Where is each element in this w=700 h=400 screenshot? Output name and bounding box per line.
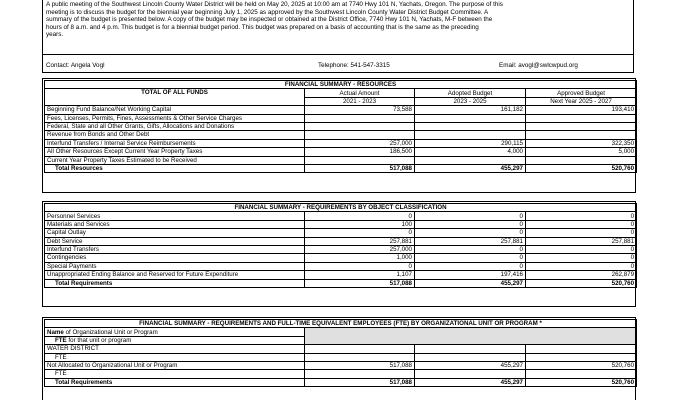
- table-row: FTE: [45, 353, 637, 361]
- contact-row: [42, 55, 634, 73]
- notice-line-1: A public meeting of the Southwest Lincoln County Water District will be held on May 20, 2025 at 10:00 am at 7740 Hwy 101 N, Yachats, Oregon. The purpose of this: [46, 1, 503, 8]
- resources-header-label: TOTAL OF ALL FUNDS: [45, 89, 305, 106]
- table-row: Beginning Fund Balance/Net Working Capital 73,588 161,182 193,410: [45, 106, 637, 114]
- table-row: Personnel Services 0 0 0: [45, 212, 637, 220]
- resources-col1-line1: Actual Amount: [305, 89, 415, 97]
- table-row: Federal, State and all Other Grants, Gifts, Allocations and Donations: [45, 122, 637, 130]
- requirements-title: FINANCIAL SUMMARY - REQUIREMENTS BY OBJECT CLASSIFICATION: [45, 204, 637, 212]
- notice-line-5: years.: [46, 31, 64, 39]
- fte-title: FINANCIAL SUMMARY - REQUIREMENTS AND FULL-TIME EQUIVALENT EMPLOYEES (FTE) BY ORGANIZATIONAL UNIT OR PROGRAM *: [45, 320, 637, 328]
- table-row: All Other Resources Except Current Year Property Taxes 186,500 4,000 5,000: [45, 148, 637, 156]
- table-row: Materials and Services 100 0 0: [45, 220, 637, 228]
- total-requirements-row: Total Requirements 517,088 455,297 520,760: [45, 279, 637, 287]
- notice-line-3: summary of the budget is presented below. A copy of the budget may be inspected or obtained at the District Office, 7740 Hwy 101 N, Yachats, M-F between the: [46, 16, 493, 24]
- resources-frame: [42, 78, 636, 193]
- table-row: Fees, Licenses, Permits, Fines, Assessments & Other Service Charges: [45, 114, 637, 122]
- table-row: Contingencies 1,000 0 0: [45, 254, 637, 262]
- table-row: Special Payments 0 0 0: [45, 262, 637, 270]
- total-resources-row: Total Resources 517,088 455,297 520,760: [45, 164, 637, 172]
- table-row: Revenue from Bonds and Other Debt: [45, 131, 637, 139]
- resources-col3-line2: Next Year 2025 - 2027: [526, 97, 637, 105]
- table-row: Capital Outlay 0 0 0: [45, 229, 637, 237]
- table-row: Current Year Property Taxes Estimated to be Received: [45, 156, 637, 164]
- resources-title: FINANCIAL SUMMARY - RESOURCES: [45, 81, 637, 89]
- resources-col2-line2: 2023 - 2025: [415, 97, 526, 105]
- resources-col3-line1: Approved Budget: [526, 89, 637, 97]
- meeting-notice-box: [42, 0, 634, 55]
- resources-col1-line2: 2021 - 2023: [305, 97, 415, 105]
- table-row: Not Allocated to Organizational Unit or Program 517,088 455,297 520,760: [45, 361, 637, 369]
- requirements-frame: [42, 201, 636, 307]
- fte-name-label: Name of Organizational Unit or Program: [45, 328, 305, 336]
- table-row: WATER DISTRICT: [45, 345, 637, 353]
- notice-line-4: hours of 8 a.m. and 4 p.m. This budget is for a biennial budget period. This budget was prepared on a basis of accounting that is the same as the preceding: [46, 23, 479, 31]
- resources-col2-line1: Adopted Budget: [415, 89, 526, 97]
- table-row: FTE: [45, 370, 637, 378]
- table-row: Interfund Transfers / Internal Service Reimbursements 257,000 290,115 322,350: [45, 139, 637, 147]
- contact-phone: Telephone: 541-547-3315: [318, 62, 390, 69]
- fte-fte-label: FTE for that unit or program: [45, 336, 305, 344]
- notice-line-2: meeting is to discuss the budget for the biennial year beginning July 1, 2025 as approved by the Southwest Lincoln County Water District Budget Committee. A: [46, 8, 489, 16]
- table-row: Unappropriated Ending Balance and Reserved for Future Expenditure 1,107 197,416 262,879: [45, 271, 637, 279]
- contact-email[interactable]: Email: avogl@swlcwpud.org: [499, 62, 578, 69]
- contact-name: Contact: Angela Vogl: [46, 62, 105, 69]
- table-row: Debt Service 257,881 257,881 257,881: [45, 237, 637, 245]
- table-row: Interfund Transfers 257,000 0 0: [45, 245, 637, 253]
- fte-total-requirements-row: Total Requirements 517,088 455,297 520,760: [45, 378, 637, 386]
- fte-frame: [42, 317, 636, 400]
